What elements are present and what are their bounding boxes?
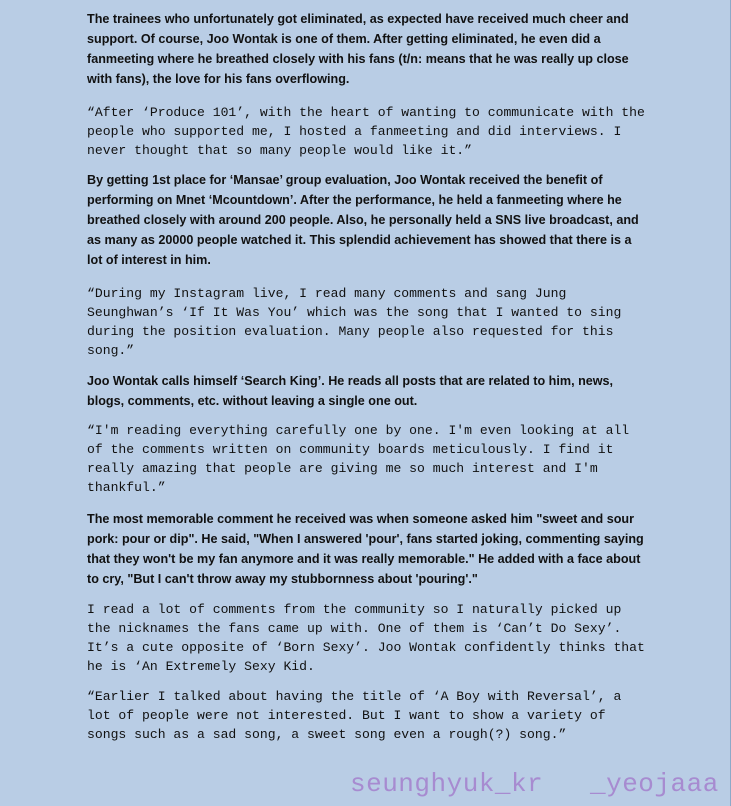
watermark-left: seunghyuk_kr xyxy=(350,769,544,799)
paragraph-5-search-king: Joo Wontak calls himself ‘Search King’. He reads all posts that are related to him, news, blogs, comments, etc. without leaving a single one out. xyxy=(87,374,614,408)
paragraph-7-memorable: The most memorable comment he received was when someone asked him "sweet and sour pork: pour or dip". He said, "When I answered 'pour', fans started joking, commenting saying that they won't be my fan anymore and it was really memorable." He added with a face about to cry, "But I can't throw away my stubbornness about 'pouring'." xyxy=(87,512,644,586)
paragraph-6-reading-quote: “I'm reading everything carefully one by one. I'm even looking at all of the comments written on community boards meticulously. I find it really amazing that people are giving me so much interest and I'm thankful.” xyxy=(87,423,630,495)
watermark-right: _yeojaaa xyxy=(590,769,719,799)
paragraph-4-instagram-quote: “During my Instagram live, I read many comments and sang Jung Seunghwan’s ‘If It Was You’ which was the song that I wanted to sing during the position evaluation. Many people also requested for this song.” xyxy=(87,286,622,358)
paragraph-3-mansae: By getting 1st place for ‘Mansae’ group evaluation, Joo Wontak received the benefit of performing on Mnet ‘Mcountdown’. After the performance, he held a fanmeeting where he breathed closely with around 200 people. Also, he personally held a SNS live broadcast, and as many as 20000 people watched it. This splendid achievement has showed that there is a lot of interest in him. xyxy=(87,173,639,267)
paragraph-1-intro: The trainees who unfortunately got eliminated, as expected have received much cheer and support. Of course, Joo Wontak is one of them. After getting eliminated, he even did a fanmeeting where he breathed closely with his fans (t/n: means that he was really up close with fans), the love for his fans overflowing. xyxy=(87,12,629,86)
paragraph-2-quote: “After ‘Produce 101’, with the heart of wanting to communicate with the people who supported me, I hosted a fanmeeting and did interviews. I never thought that so many people would like it.” xyxy=(87,105,645,158)
paragraph-9-reversal-quote: “Earlier I talked about having the title of ‘A Boy with Reversal’, a lot of people were not interested. But I want to show a variety of songs such as a sad song, a sweet song even a rough(?) song.” xyxy=(87,689,622,742)
paragraph-8-nicknames: I read a lot of comments from the community so I naturally picked up the nicknames the fans came up with. One of them is ‘Can’t Do Sexy’. It’s a cute opposite of ‘Born Sexy’. Joo Wontak confidently thinks that he is ‘An Extremely Sexy Kid. xyxy=(87,602,645,674)
